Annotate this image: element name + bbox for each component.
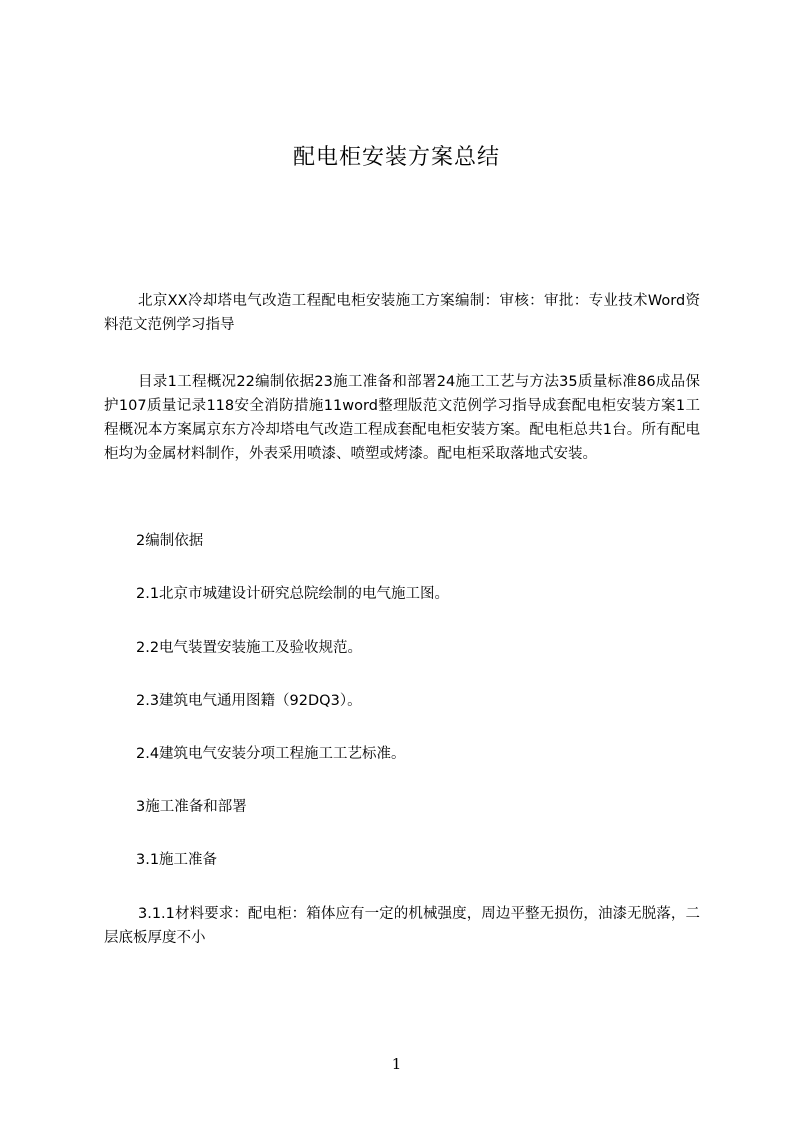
- section-2-3-item: 2.3建筑电气通用图籍（92DQ3）。: [136, 693, 362, 709]
- intro-paragraph: 北京XX冷却塔电气改造工程配电柜安装施工方案编制：审核：审批：专业技术Word资料范文范例学习指导: [104, 293, 700, 333]
- section-2-2-item: 2.2电气装置安装施工及验收规范。: [136, 640, 363, 656]
- contents-overview-paragraph: 目录1工程概况22编制依据23施工准备和部署24施工工艺与方法35质量标准86成品保护107质量记录118安全消防措施11word整理版范文范例学习指导成套配电柜安装方案1工程概况本方案属京东方冷却塔电气改造工程成套配电柜安装方案。配电柜总共1台。所有配电柜均为金属材料制作，外表采用喷漆、喷塑或烤漆。配电柜采取落地式安装。: [104, 374, 700, 462]
- section-2-heading: 2编制依据: [136, 533, 204, 549]
- page-number: 1: [391, 1055, 402, 1073]
- section-3-1-heading: 3.1施工准备: [136, 852, 218, 868]
- section-3-heading: 3施工准备和部署: [136, 799, 247, 815]
- section-2-1-item: 2.1北京市城建设计研究总院绘制的电气施工图。: [136, 586, 450, 602]
- section-2-4-item: 2.4建筑电气安装分项工程施工工艺标准。: [136, 746, 406, 762]
- section-3-1-1-paragraph: 3.1.1材料要求：配电柜：箱体应有一定的机械强度，周边平整无损伤，油漆无脱落，二层底板厚度不小: [104, 906, 700, 946]
- document-title: 配电柜安装方案总结: [292, 145, 500, 170]
